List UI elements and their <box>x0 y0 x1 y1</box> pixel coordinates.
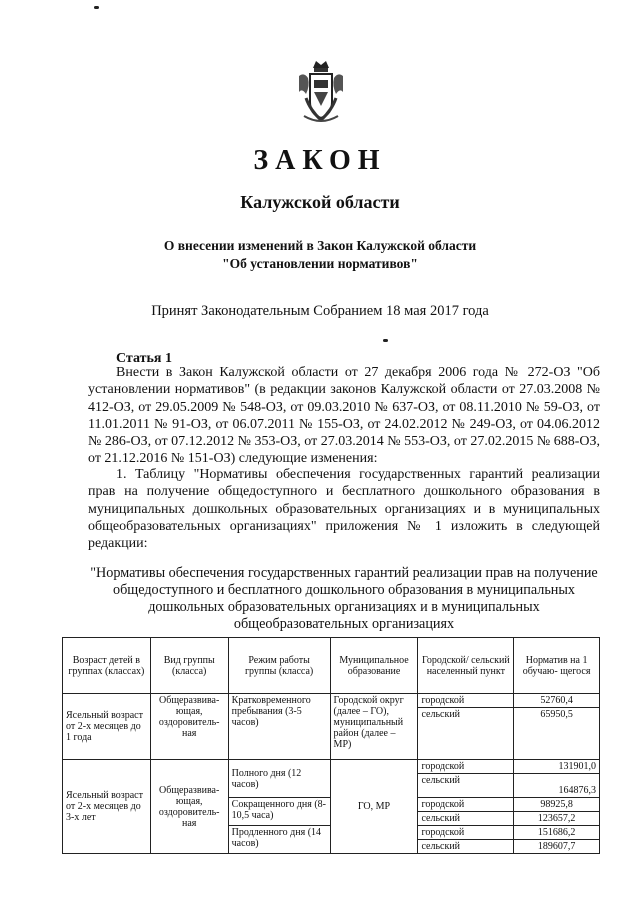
table-header-row <box>63 638 600 694</box>
kaluga-coat-of-arms-icon <box>296 58 346 128</box>
header-norm: Норматив на 1 обучаю- щегося <box>514 638 600 694</box>
article-label: Статья 1 <box>116 351 172 366</box>
table-row <box>63 760 600 774</box>
norm-cell: 98925,8 <box>514 798 600 812</box>
article-intro: Внести в Закон Калужской области от 27 декабря 2006 года № 272-ОЗ "Об установлении нормативов" (в редакции законов Калужской области от 27.03.2008 № 412-ОЗ, от 29.05.2009 № 548-ОЗ, от 09.03.2010 № 637-ОЗ, от 08.11.2010 № 59-ОЗ, от 11.01.2011 № 91-ОЗ, от 06.07.2011 № 155-ОЗ, от 24.02.2012 № 249-ОЗ, от 04.06.2012 № 286-ОЗ, от 07.12.2012 № 353-ОЗ, от 27.03.2014 № 553-ОЗ, от 27.02.2015 № 688-ОЗ, от 21.12.2016 № 151-ОЗ) следующие изменения: <box>88 365 600 467</box>
header-settlement: Городской/ сельский населенный пункт <box>418 638 514 694</box>
group1-age: Ясельный возраст от 2-х месяцев до 1 года <box>63 694 151 760</box>
norm-cell: 123657,2 <box>514 812 600 826</box>
header-municipality: Муниципальное образование <box>330 638 418 694</box>
settlement-cell: городской <box>418 760 514 774</box>
norm-cell: 52760,4 <box>514 694 600 708</box>
document-subject: О внесении изменений в Закон Калужской области "Об установлении нормативов" <box>163 238 477 271</box>
norm-cell: 65950,5 <box>514 708 600 760</box>
group1-mode: Кратковременного пребывания (3-5 часов) <box>228 694 330 760</box>
norms-table <box>62 637 600 854</box>
table-heading: "Нормативы обеспечения государственных гарантий реализации прав на получение общедоступного и бесплатного дошкольного образования в муниципальных дошкольных образовательных организациях и в муниципальных общеобразовательных организациях <box>90 565 598 632</box>
settlement-cell: городской <box>418 826 514 840</box>
settlement-cell: городской <box>418 798 514 812</box>
settlement-cell: городской <box>418 694 514 708</box>
settlement-cell: сельский <box>418 812 514 826</box>
header-mode: Режим работы группы (класса) <box>228 638 330 694</box>
group2-type: Общеразвива- ющая, оздоровитель- ная <box>150 760 228 854</box>
settlement-cell: сельский <box>418 708 514 760</box>
group1-type: Общеразвива- ющая, оздоровитель- ная <box>150 694 228 760</box>
header-type: Вид группы (класса) <box>150 638 228 694</box>
settlement-cell: сельский <box>418 774 514 798</box>
header-age: Возраст детей в группах (классах) <box>63 638 151 694</box>
group2-mode-short-day: Сокращенного дня (8-10,5 часа) <box>228 798 330 826</box>
table-row <box>63 694 600 708</box>
adoption-line: Принят Законодательным Собранием 18 мая 2017 года <box>151 303 489 319</box>
group2-mode-full-day: Полного дня (12 часов) <box>228 760 330 798</box>
norm-cell: 131901,0 <box>514 760 600 774</box>
group2-municipality: ГО, МР <box>330 760 418 854</box>
group2-age: Ясельный возраст от 2-х месяцев до 3-х лет <box>63 760 151 854</box>
norm-cell: 164876,3 <box>514 774 600 798</box>
document-region: Калужской области <box>240 192 400 212</box>
document-title: ЗАКОН <box>253 145 387 176</box>
article-item-1: 1. Таблицу "Нормативы обеспечения государственных гарантий реализации прав на получение общедоступного и бесплатного дошкольного образования в муниципальных дошкольных образовательных организациях и в муниципальных общеобразовательных организациях" приложения № 1 изложить в следующей редакции: <box>88 467 600 552</box>
group2-mode-extended-day: Продленного дня (14 часов) <box>228 826 330 854</box>
norm-cell: 189607,7 <box>514 840 600 854</box>
group1-municipality: Городской округ (далее – ГО), муниципальный район (далее – МР) <box>330 694 418 760</box>
settlement-cell: сельский <box>418 840 514 854</box>
norm-cell: 151686,2 <box>514 826 600 840</box>
